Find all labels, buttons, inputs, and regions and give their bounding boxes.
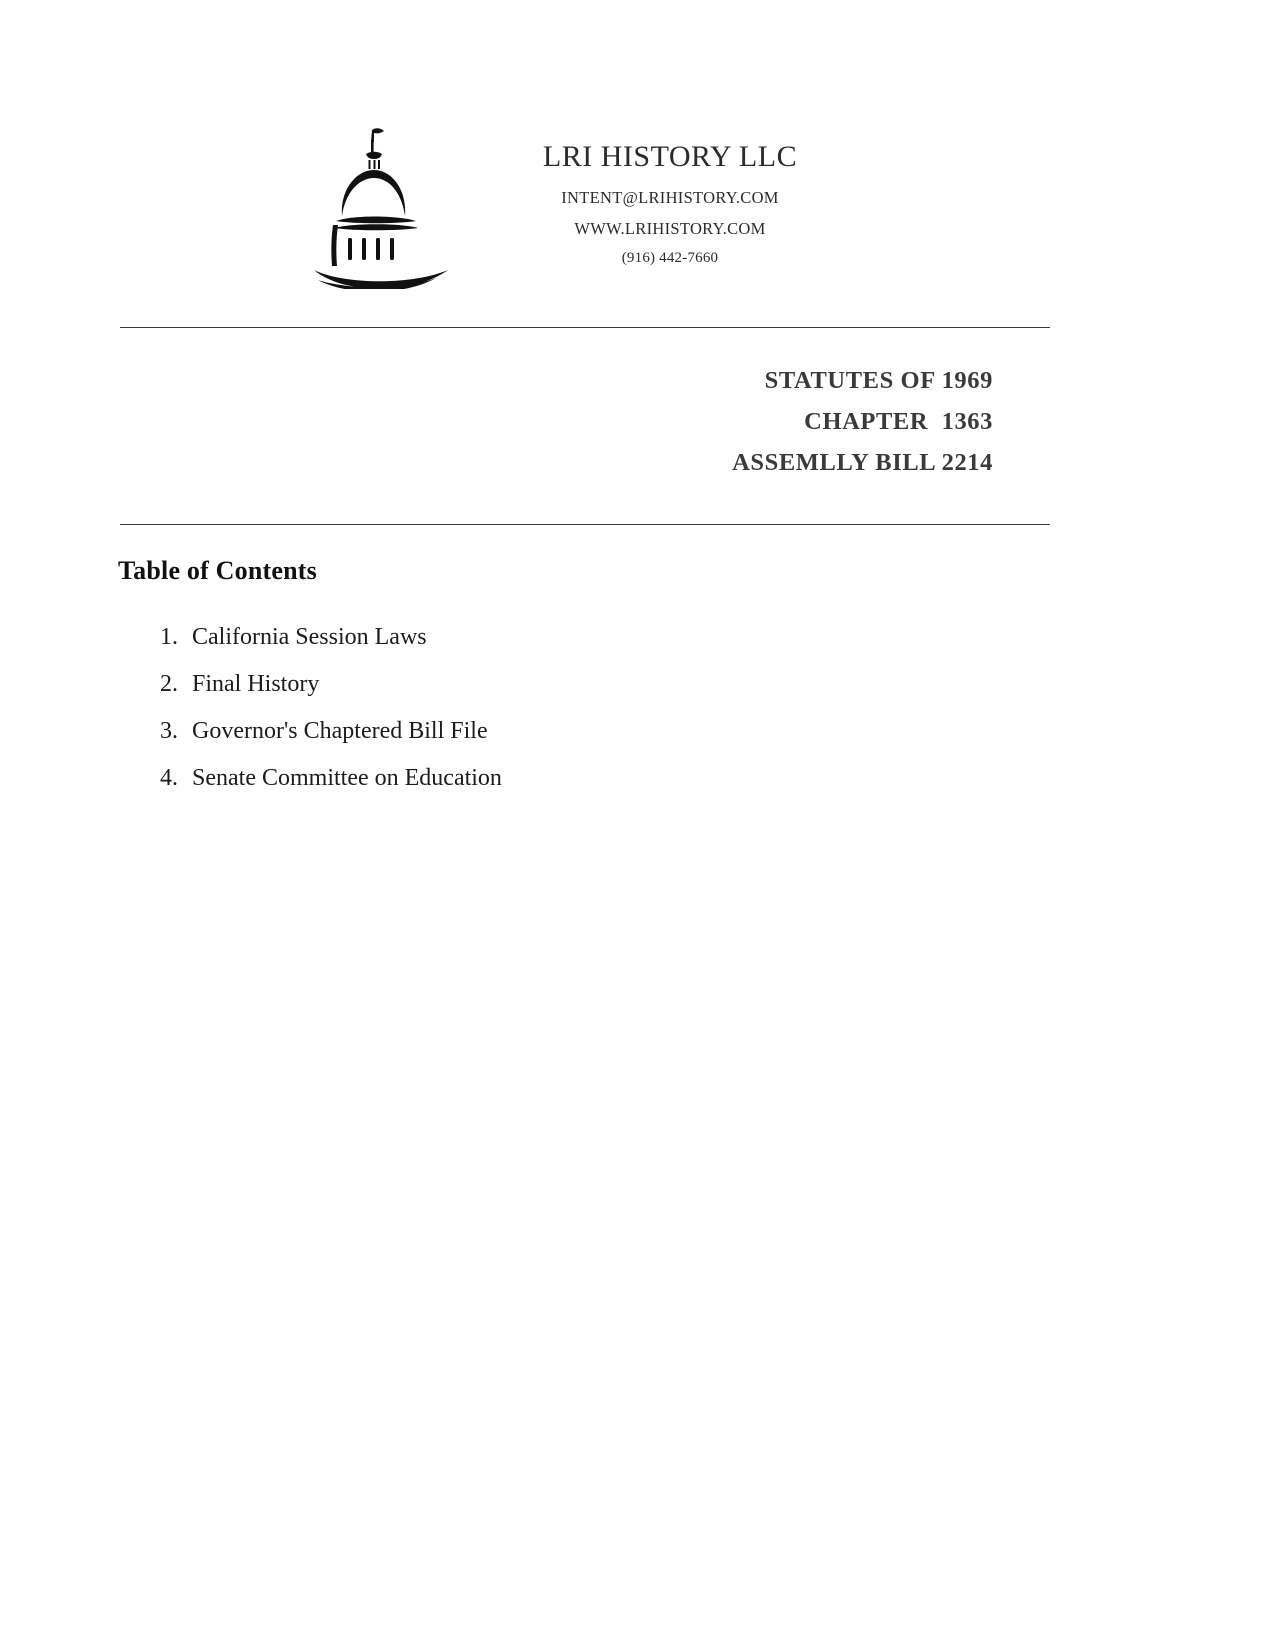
list-item-number: 3. xyxy=(160,718,178,744)
phone-line: (916) 442-7660 xyxy=(621,250,719,266)
list-item-label: Final History xyxy=(192,671,320,697)
list-item xyxy=(118,708,918,755)
website-line: WWW.LRIHISTORY.COM xyxy=(574,219,766,238)
divider-bottom xyxy=(120,524,1050,525)
list-item-number: 2. xyxy=(160,671,178,697)
list-item-number: 1. xyxy=(160,624,178,650)
list-item xyxy=(118,755,918,802)
company-name: LRI HISTORY LLC xyxy=(542,140,798,173)
letterhead xyxy=(0,118,1276,289)
chapter-line: CHAPTER 1363 xyxy=(804,408,993,435)
statutes-line: STATUTES OF 1969 xyxy=(764,367,993,394)
list-item-label: Senate Committee on Education xyxy=(192,765,502,791)
list-item-label: Governor's Chaptered Bill File xyxy=(192,718,488,744)
title-block xyxy=(120,360,993,483)
logo xyxy=(290,118,460,289)
email-line: INTENT@LRIHISTORY.COM xyxy=(561,188,779,207)
bill-line: ASSEMLLY BILL 2214 xyxy=(732,449,993,476)
capitol-dome-icon xyxy=(300,124,450,289)
contact-block xyxy=(460,118,880,278)
table-of-contents-list xyxy=(118,614,918,802)
table-of-contents-heading: Table of Contents xyxy=(118,556,317,585)
list-item-label: California Session Laws xyxy=(192,624,427,650)
list-item xyxy=(118,614,918,661)
divider-top xyxy=(120,327,1050,328)
list-item xyxy=(118,661,918,708)
list-item-number: 4. xyxy=(160,765,178,791)
